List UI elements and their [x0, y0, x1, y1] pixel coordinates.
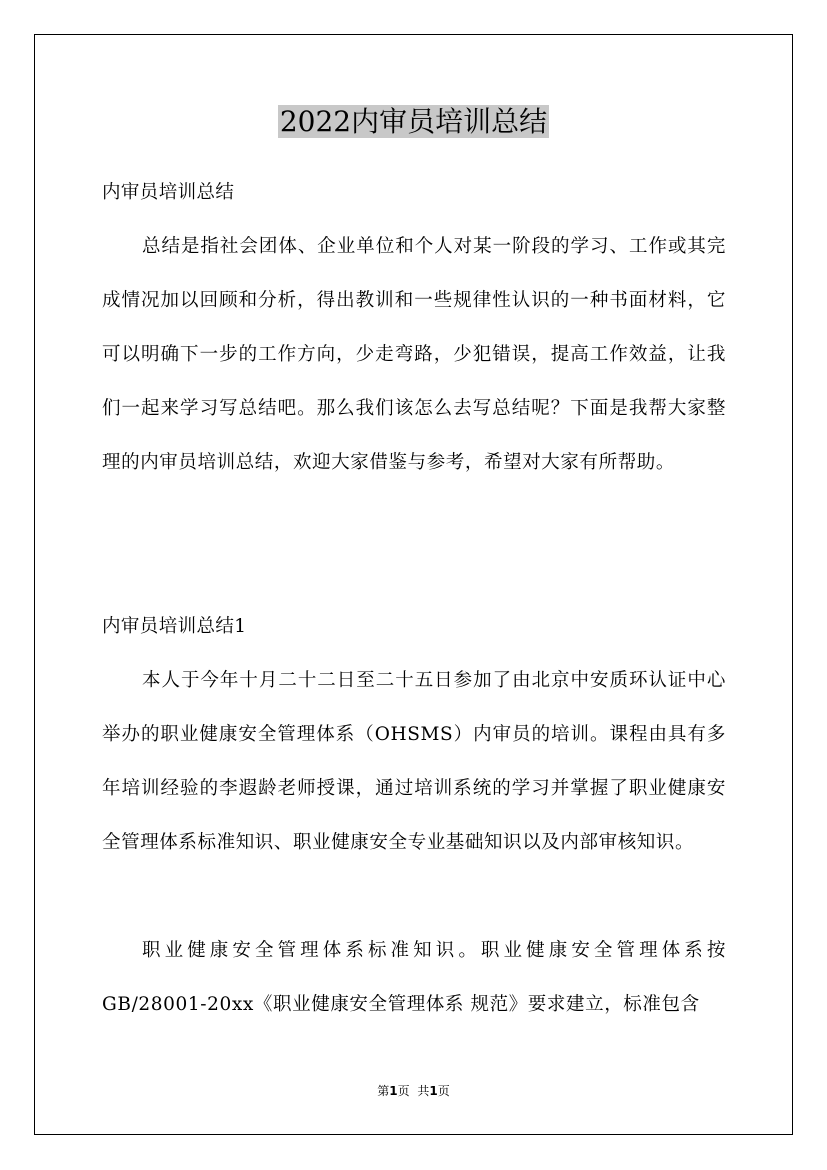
footer-total-prefix: 共: [417, 1084, 430, 1098]
document-title-text: 2022内审员培训总结: [279, 105, 548, 138]
intro-paragraph: 总结是指社会团体、企业单位和个人对某一阶段的学习、工作或其完成情况加以回顾和分析，得出教训和一些规律性认识的一种书面材料，它可以明确下一步的工作方向，少走弯路，少犯错误，提高工作效益，让我们一起来学习写总结吧。那么我们该怎么去写总结呢？下面是我帮大家整理的内审员培训总结，欢迎大家借鉴与参考，希望对大家有所帮助。: [102, 236, 726, 473]
document-title: [0, 102, 827, 142]
footer-page-suffix: 页: [397, 1084, 410, 1098]
page-footer: [0, 1082, 827, 1100]
paragraph-2: 职业健康安全管理体系标准知识。职业健康安全管理体系按GB/28001-20xx《职业健康安全管理体系 规范》要求建立，标准包含: [102, 940, 726, 1015]
footer-total-suffix: 页: [437, 1084, 450, 1098]
footer-total-number: 1: [429, 1084, 438, 1098]
paragraph-1: 本人于今年十月二十二日至二十五日参加了由北京中安质环认证中心举办的职业健康安全管理体系（OHSMS）内审员的培训。课程由具有多年培训经验的李遐龄老师授课，通过培训系统的学习并掌握了职业健康安全管理体系标准知识、职业健康安全专业基础知识以及内部审核知识。: [102, 670, 726, 853]
footer-page-number: 1: [389, 1084, 398, 1098]
footer-page-prefix: 第: [377, 1084, 390, 1098]
section-heading: 内审员培训总结1: [102, 616, 247, 637]
document-subtitle: 内审员培训总结: [102, 182, 235, 203]
